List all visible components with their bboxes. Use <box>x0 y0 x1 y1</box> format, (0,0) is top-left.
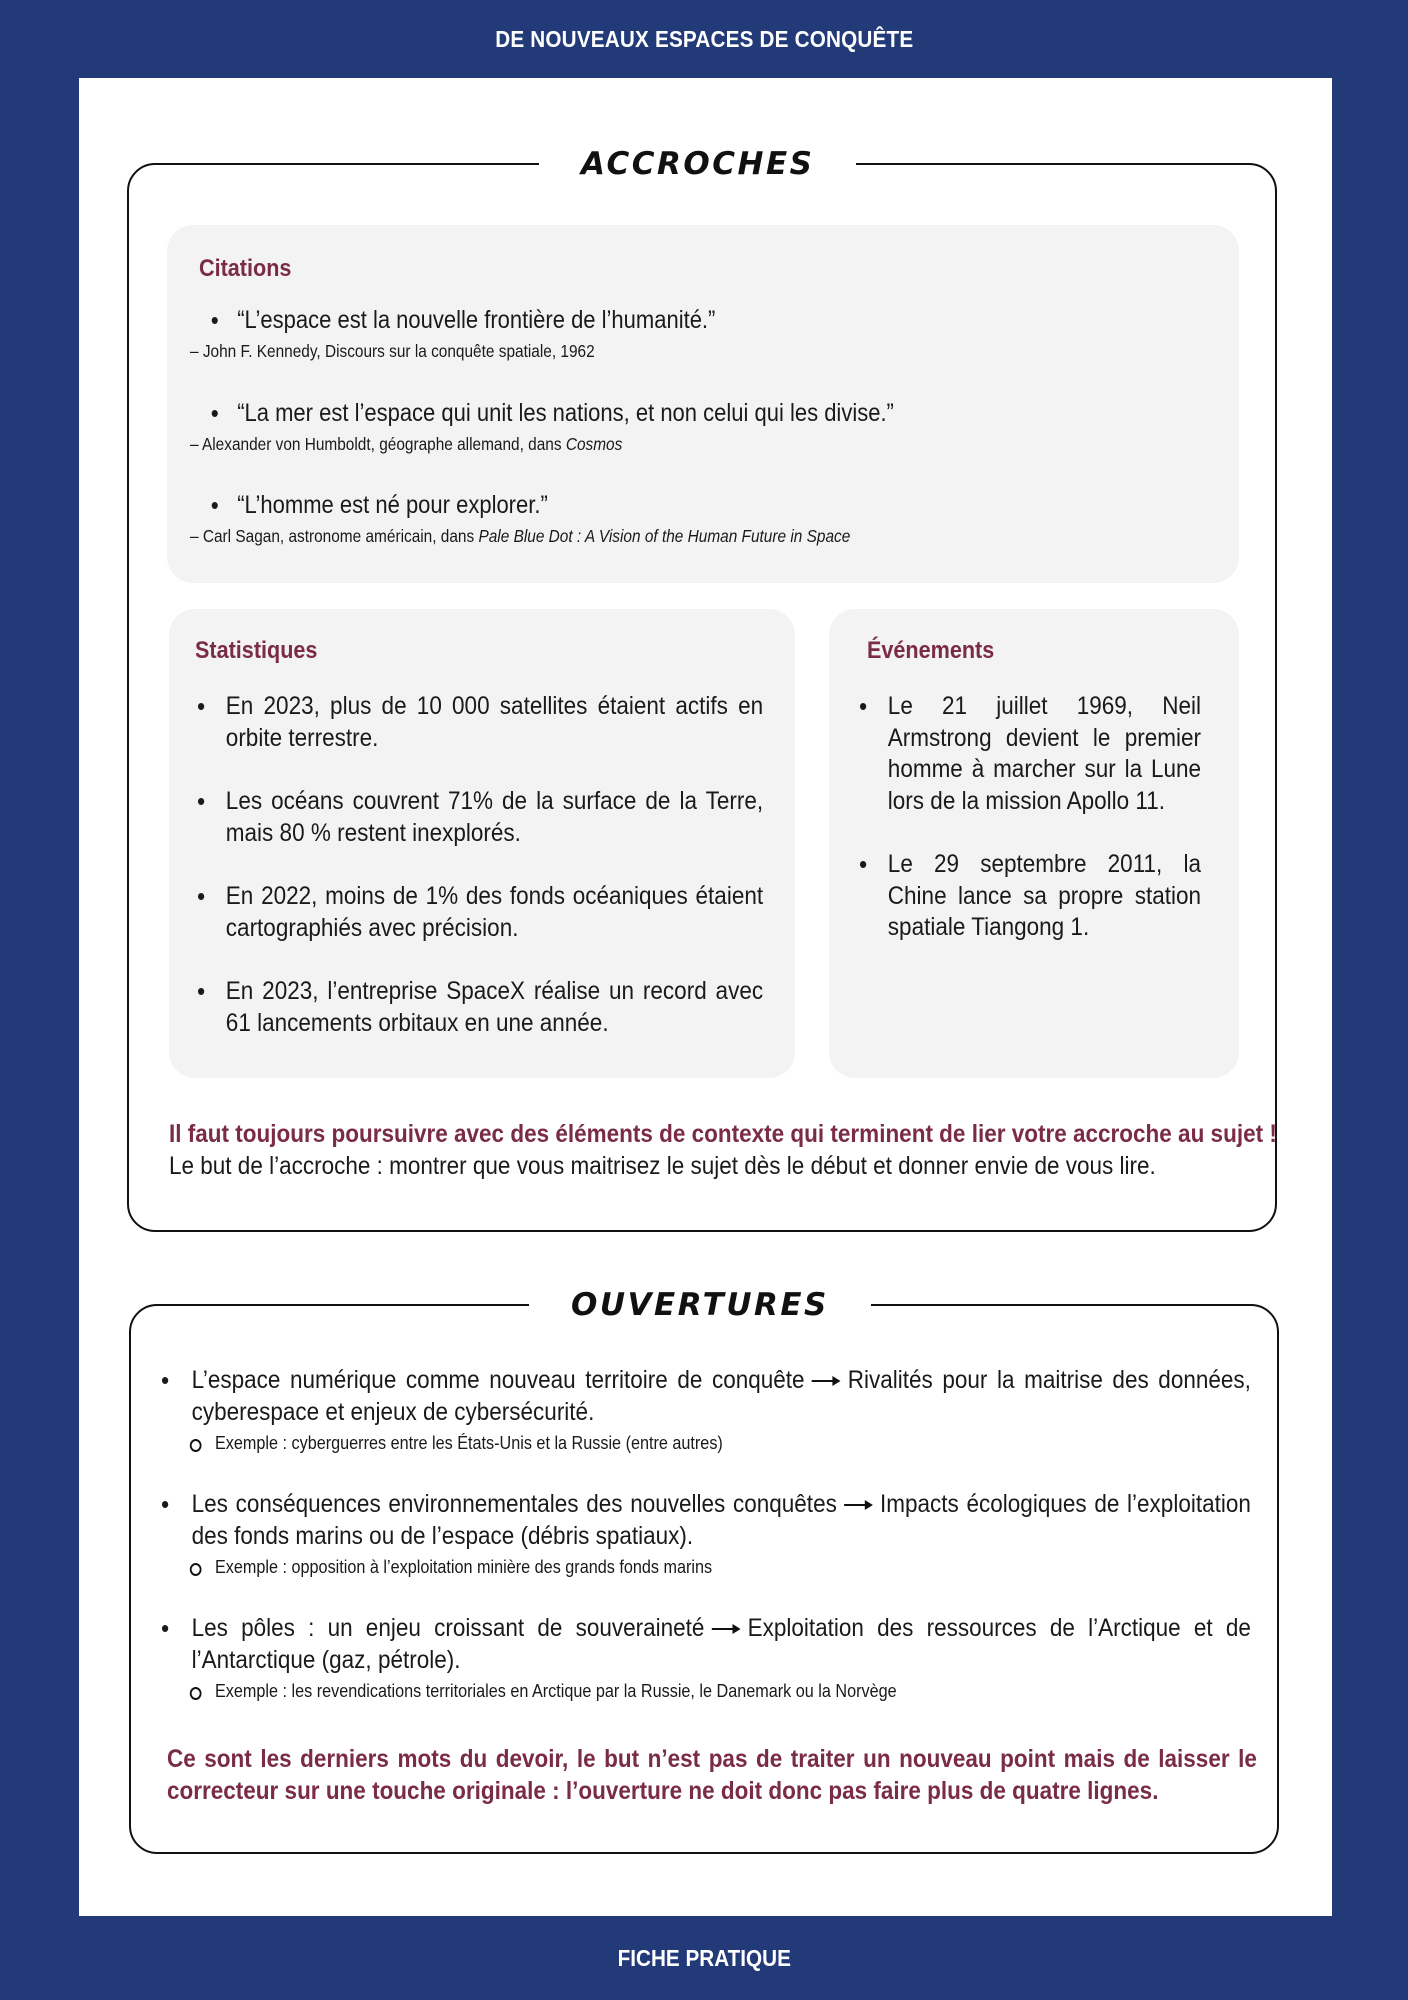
ouverture-main: • L’espace numérique comme nouveau territoire de conquête Rivalités pour la maitrise des données, cyberespace et enjeux de cybersécurité. <box>161 1364 1251 1428</box>
quote-text: • “L’homme est né pour explorer.” <box>202 490 852 520</box>
statistiques-list <box>197 691 763 1039</box>
header-band <box>0 0 1408 78</box>
ouverture-example: Exemple : les revendications territoriales en Arctique par la Russie, le Danemark ou la Norvège <box>161 1678 1251 1704</box>
arrow-right-icon <box>812 1376 841 1386</box>
ouverture-example: Exemple : cyberguerres entre les États-Unis et la Russie (entre autres) <box>161 1430 1251 1456</box>
statistiques-card <box>169 609 795 1078</box>
list-item: • En 2023, plus de 10 000 satellites étaient actifs en orbite terrestre. <box>197 691 763 754</box>
quote-source: – Carl Sagan, astronome américain, dans Pale Blue Dot : A Vision of the Human Future in Space <box>190 526 851 546</box>
quote-source: – Alexander von Humboldt, géographe allemand, dans Cosmos <box>190 434 623 454</box>
citations-title: Citations <box>199 255 292 282</box>
ouverture-text <box>161 1364 1251 1456</box>
accroches-section <box>127 146 1277 1232</box>
ouverture-main: • Les pôles : un enjeu croissant de souveraineté Exploitation des ressources de l’Arctique et de l’Antarctique (gaz, pétrole). <box>161 1612 1251 1676</box>
quote-source: – John F. Kennedy, Discours sur la conquête spatiale, 1962 <box>190 341 595 361</box>
list-item: • Le 21 juillet 1969, Neil Armstrong devient le premier homme à marcher sur la Lune lors de la mission Apollo 11. <box>859 691 1201 817</box>
evenements-card <box>829 609 1239 1078</box>
ouverture-example: Exemple : opposition à l’exploitation minière des grands fonds marins <box>161 1554 1251 1580</box>
quote-item <box>190 490 940 548</box>
statistiques-title: Statistiques <box>195 637 318 664</box>
ouverture-note: Ce sont les derniers mots du devoir, le but n’est pas de traiter un nouveau point mais de laisser le correcteur sur une touche originale : l’ouverture ne doit donc pas faire plus de quatre lignes. <box>167 1745 1257 1805</box>
sheet <box>79 78 1332 1916</box>
ouvertures-section <box>129 1287 1279 1854</box>
quote-item <box>190 305 785 363</box>
list-item: • En 2022, moins de 1% des fonds océaniques étaient cartographiés avec précision. <box>197 881 763 944</box>
accroche-note-emphasis: Il faut toujours poursuivre avec des éléments de contexte qui terminent de lier votre accroche au sujet ! <box>169 1120 1277 1148</box>
quote-item <box>190 398 988 456</box>
document-title: DE NOUVEAUX ESPACES DE CONQUÊTE <box>494 25 914 52</box>
list-item: • En 2023, l’entreprise SpaceX réalise un record avec 61 lancements orbitaux en une année. <box>197 976 763 1039</box>
accroche-note-text: Le but de l’accroche : montrer que vous maitrisez le sujet dès le début et donner envie de vous lire. <box>169 1152 1156 1180</box>
quote-text: • “La mer est l’espace qui unit les nations, et non celui qui les divise.” <box>202 398 894 428</box>
ouverture-main: • Les conséquences environnementales des nouvelles conquêtes Impacts écologiques de l’exploitation des fonds marins ou de l’espace (débris spatiaux). <box>161 1488 1251 1552</box>
ouverture-item <box>161 1488 1251 1580</box>
quote-text: • “L’espace est la nouvelle frontière de l’humanité.” <box>202 305 715 335</box>
accroche-note <box>169 1118 1277 1182</box>
arrow-right-icon <box>712 1624 741 1634</box>
list-item: • Le 29 septembre 2011, la Chine lance sa propre station spatiale Tiangong 1. <box>859 849 1201 944</box>
list-item: • Les océans couvrent 71% de la surface de la Terre, mais 80 % restent inexplorés. <box>197 786 763 849</box>
footer-label: FICHE PRATIQUE <box>617 1944 791 1971</box>
ouverture-text <box>161 1612 1251 1704</box>
footer-band <box>0 1916 1408 2000</box>
evenements-title: Événements <box>867 637 995 664</box>
ouverture-item <box>161 1364 1251 1456</box>
ouverture-text <box>161 1488 1251 1580</box>
arrow-right-icon <box>844 1500 873 1510</box>
evenements-list <box>859 691 1201 944</box>
accroches-title: ACCROCHES <box>539 139 856 189</box>
ouverture-item <box>161 1612 1251 1704</box>
ouvertures-title: OUVERTURES <box>529 1280 871 1330</box>
citations-card <box>167 225 1239 583</box>
